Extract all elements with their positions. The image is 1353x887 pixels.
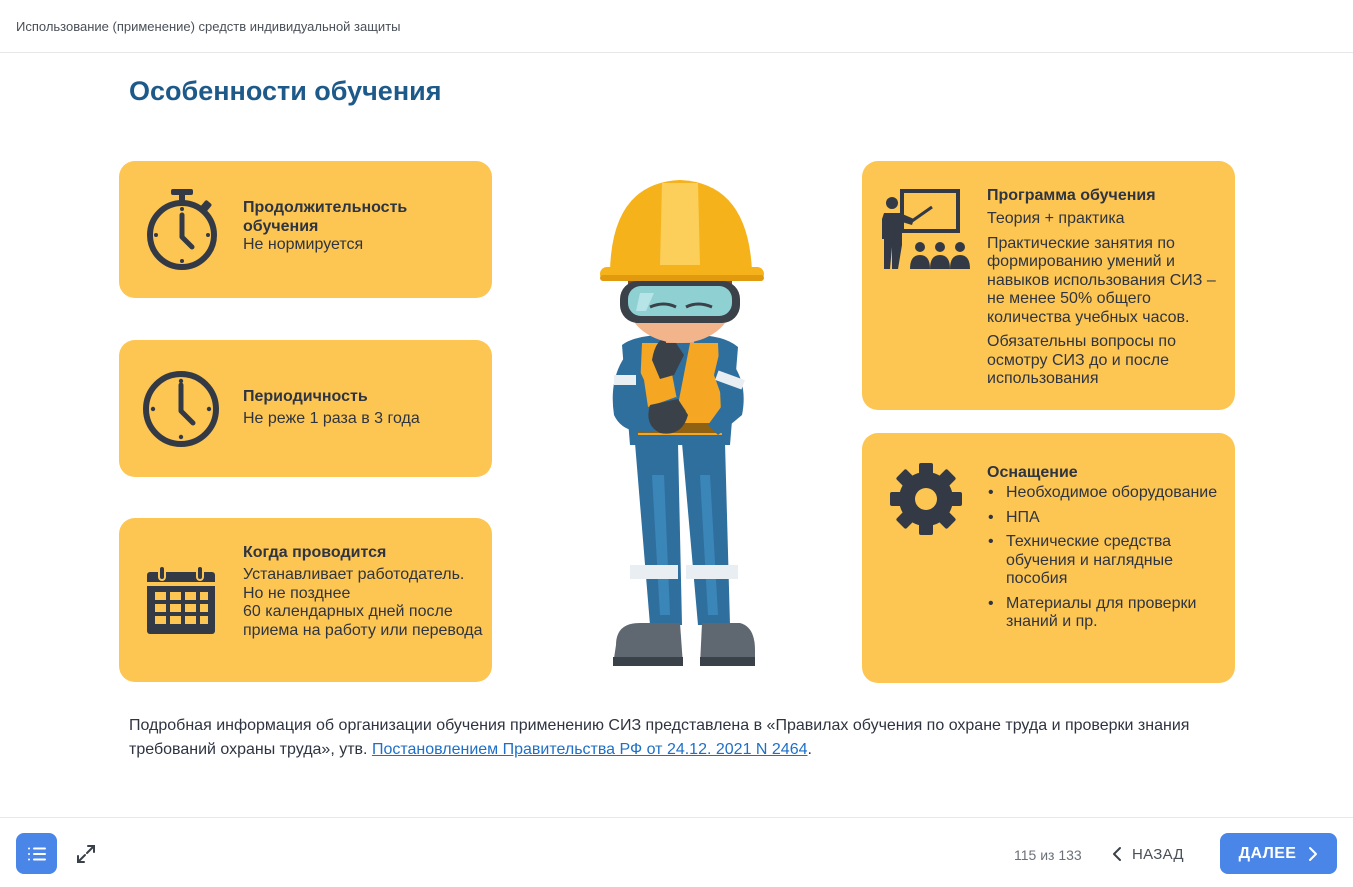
- next-button-label: ДАЛЕЕ: [1238, 844, 1297, 862]
- teacher-presentation-icon: [880, 189, 972, 271]
- calendar-icon: [145, 564, 217, 636]
- course-header: [0, 0, 1353, 53]
- card-when-text2: Но не позднее: [243, 584, 351, 602]
- bottom-navigation: [0, 817, 1353, 887]
- card-duration-text: Не нормируется: [243, 236, 364, 253]
- regulation-link[interactable]: Постановлением Правительства РФ от 24.12. 2021 N 2464: [371, 741, 808, 758]
- clock-icon: [141, 369, 221, 449]
- card-duration-title: Продолжительность обучения: [243, 199, 408, 235]
- card-program-title: Программа обучения: [987, 187, 1156, 204]
- card-equipment: [862, 433, 1235, 683]
- page-title: Особенности обучения: [129, 76, 442, 106]
- card-when-text3: 60 календарных дней после приема на работу или перевода: [243, 603, 483, 639]
- list-item: • Материалы для проверки знаний и пр.: [987, 595, 1219, 632]
- card-when-text1: Устанавливает работодатель.: [243, 566, 465, 583]
- fullscreen-icon[interactable]: [74, 842, 98, 866]
- card-period-title: Периодичность: [243, 388, 368, 405]
- back-button[interactable]: [1112, 840, 1184, 868]
- back-button-label: НАЗАД: [1132, 845, 1184, 863]
- card-program-p1: Теория + практика: [987, 210, 1125, 227]
- gear-icon: [889, 462, 963, 536]
- footnote-text: Подробная информация об организации обучения применению СИЗ представлена в «Правилах обучения по охране труда и проверки знания требований охраны труда», утв.: [129, 717, 1190, 758]
- card-equipment-title: Оснащение: [987, 464, 1078, 481]
- next-button[interactable]: [1220, 833, 1337, 874]
- list-icon: [27, 846, 47, 862]
- list-item: • Необходимое оборудование: [987, 484, 1219, 503]
- course-title: Использование (применение) средств индивидуальной защиты: [16, 18, 401, 34]
- table-of-contents-button[interactable]: [16, 833, 57, 874]
- slide-counter: 115 из 133: [1014, 847, 1082, 863]
- worker-illustration: [590, 175, 770, 670]
- list-item: • НПА: [987, 509, 1219, 528]
- card-duration: [119, 161, 492, 298]
- card-when-title: Когда проводится: [243, 544, 387, 561]
- card-period-text: Не реже 1 раза в 3 года: [243, 410, 420, 427]
- card-period: [119, 340, 492, 477]
- chevron-right-icon: [1308, 846, 1318, 862]
- footnote-end: .: [807, 741, 812, 758]
- list-item: • Технические средства обучения и наглядные пособия: [987, 533, 1219, 589]
- card-when: [119, 518, 492, 682]
- card-program-p2: Практические занятия по формированию умений и навыков использования СИЗ – не менее 50% общего количества учебных часов.: [987, 234, 1216, 326]
- card-program: [862, 161, 1235, 410]
- footnote: [129, 714, 1239, 762]
- card-program-p3: Обязательны вопросы по осмотру СИЗ до и после использования: [987, 333, 1176, 387]
- stopwatch-icon: [144, 187, 220, 271]
- equipment-list: [987, 484, 1219, 632]
- chevron-left-icon: [1112, 846, 1122, 862]
